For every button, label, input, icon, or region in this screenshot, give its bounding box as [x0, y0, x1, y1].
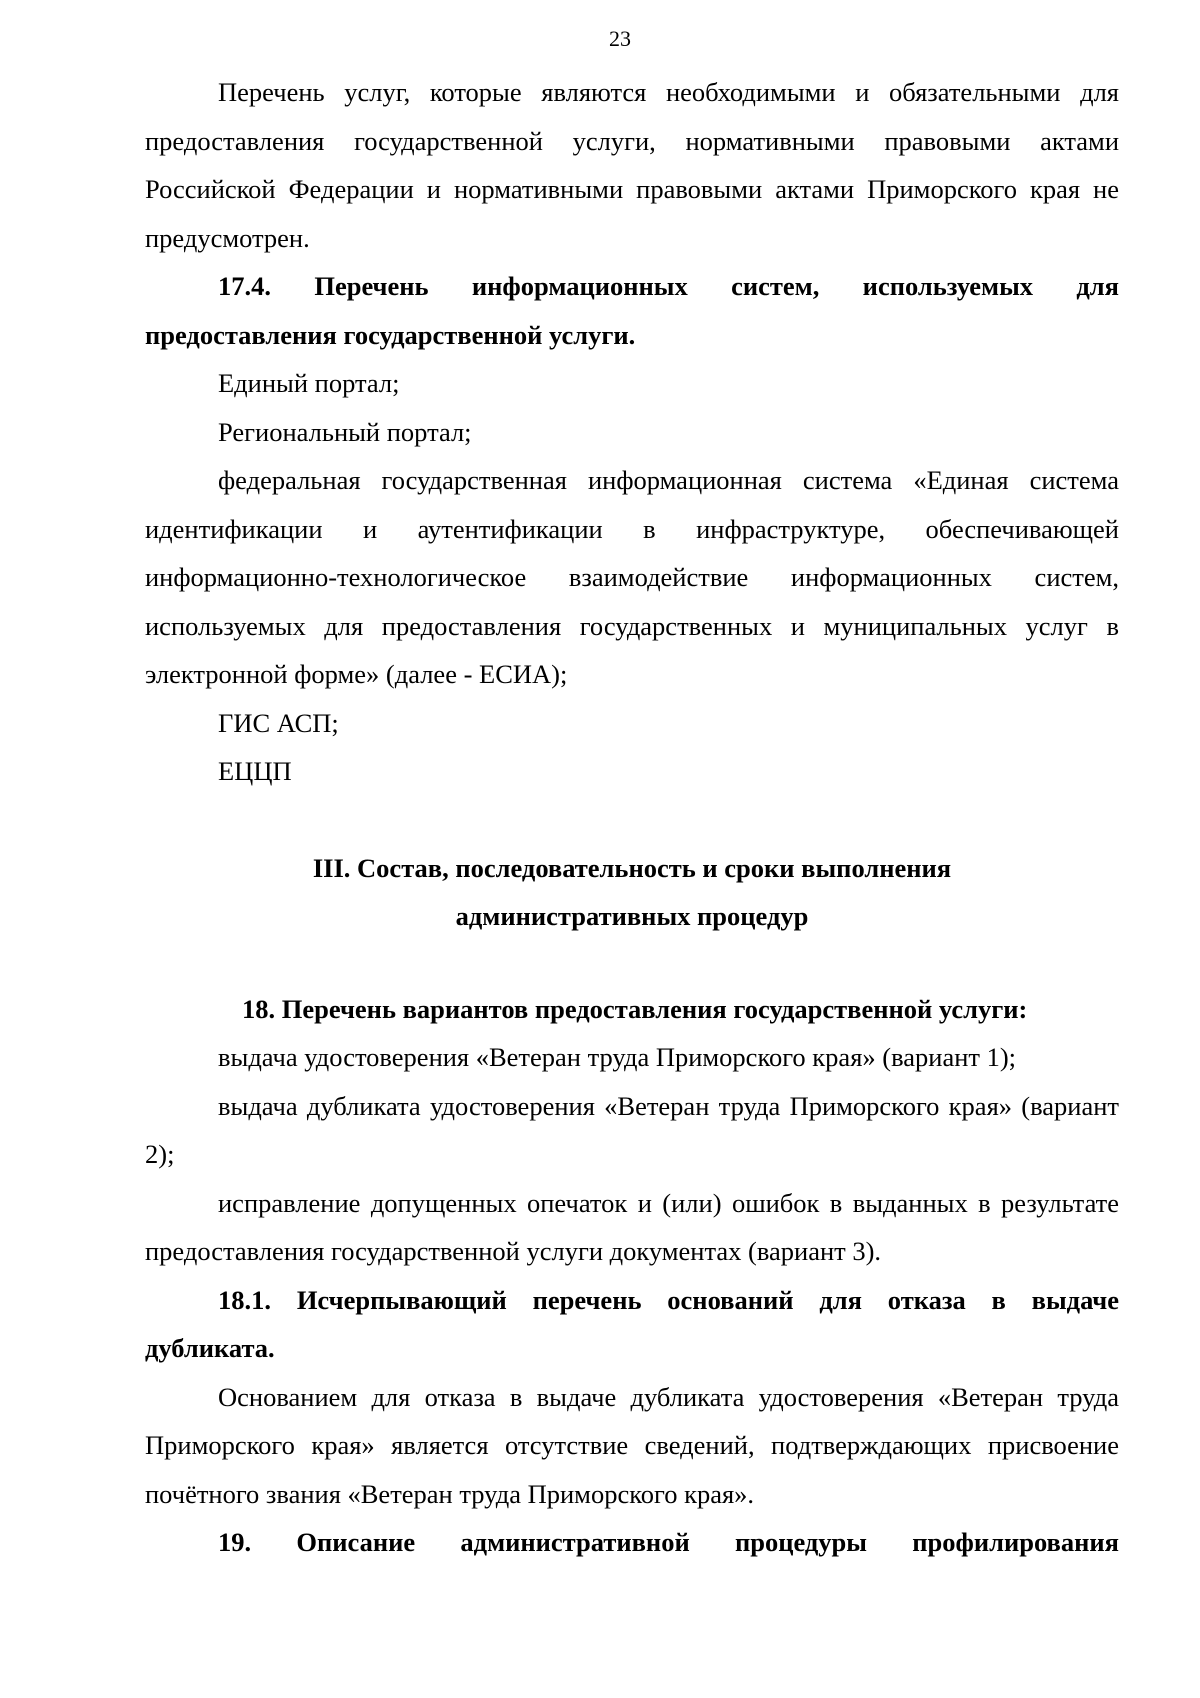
section-title-line-1: III. Состав, последовательность и сроки выполнения — [312, 852, 952, 883]
paragraph-services-list: Перечень услуг, которые являются необходимыми и обязательными для предоставления государственной услуги, нормативными правовыми актами Российской Федерации и нормативными правовыми актами Приморского края не предусмотрен. — [145, 77, 1119, 253]
document-body — [145, 68, 1119, 1567]
page-number: 23 — [609, 26, 631, 51]
variant-2: выдача дубликата удостоверения «Ветеран труда Приморского края» (вариант 2); — [145, 1090, 1119, 1169]
spacer — [145, 796, 1119, 844]
section-title-line-2: административных процедур — [455, 901, 809, 931]
heading-19: 19. Описание административной процедуры профилирования — [218, 1527, 1119, 1557]
list-item-regional-portal: Региональный портал; — [218, 416, 472, 447]
list-item-eccp: ЕЦЦП — [218, 756, 292, 786]
list-item-gis-asp: ГИС АСП; — [218, 707, 339, 738]
heading-18: 18. Перечень вариантов предоставления государственной услуги: — [242, 993, 1028, 1024]
list-item-single-portal: Единый портал; — [218, 368, 400, 398]
spacer — [145, 941, 1119, 985]
list-item-esia: федеральная государственная информационная система «Единая система идентификации и аутентификации в инфраструктуре, обеспечивающей информационно-технологическое взаимодействие информационных систем, используемых для предоставления государственных и муниципальных услуг в электронной форме» (далее - ЕСИА); — [145, 465, 1119, 689]
heading-17-4: 17.4. Перечень информационных систем, используемых для предоставления государственной услуги. — [145, 271, 1119, 350]
variant-3: исправление допущенных опечаток и (или) ошибок в выданных в результате предоставления государственной услуги документах (вариант 3). — [145, 1187, 1119, 1266]
variant-1: выдача удостоверения «Ветеран труда Приморского края» (вариант 1); — [218, 1042, 1017, 1072]
heading-18-1: 18.1. Исчерпывающий перечень оснований для отказа в выдаче дубликата. — [145, 1284, 1119, 1363]
paragraph-refusal-grounds: Основанием для отказа в выдаче дубликата удостоверения «Ветеран труда Приморского края» является отсутствие сведений, подтверждающих присвоение почётного звания «Ветеран труда Приморского края». — [145, 1381, 1119, 1509]
